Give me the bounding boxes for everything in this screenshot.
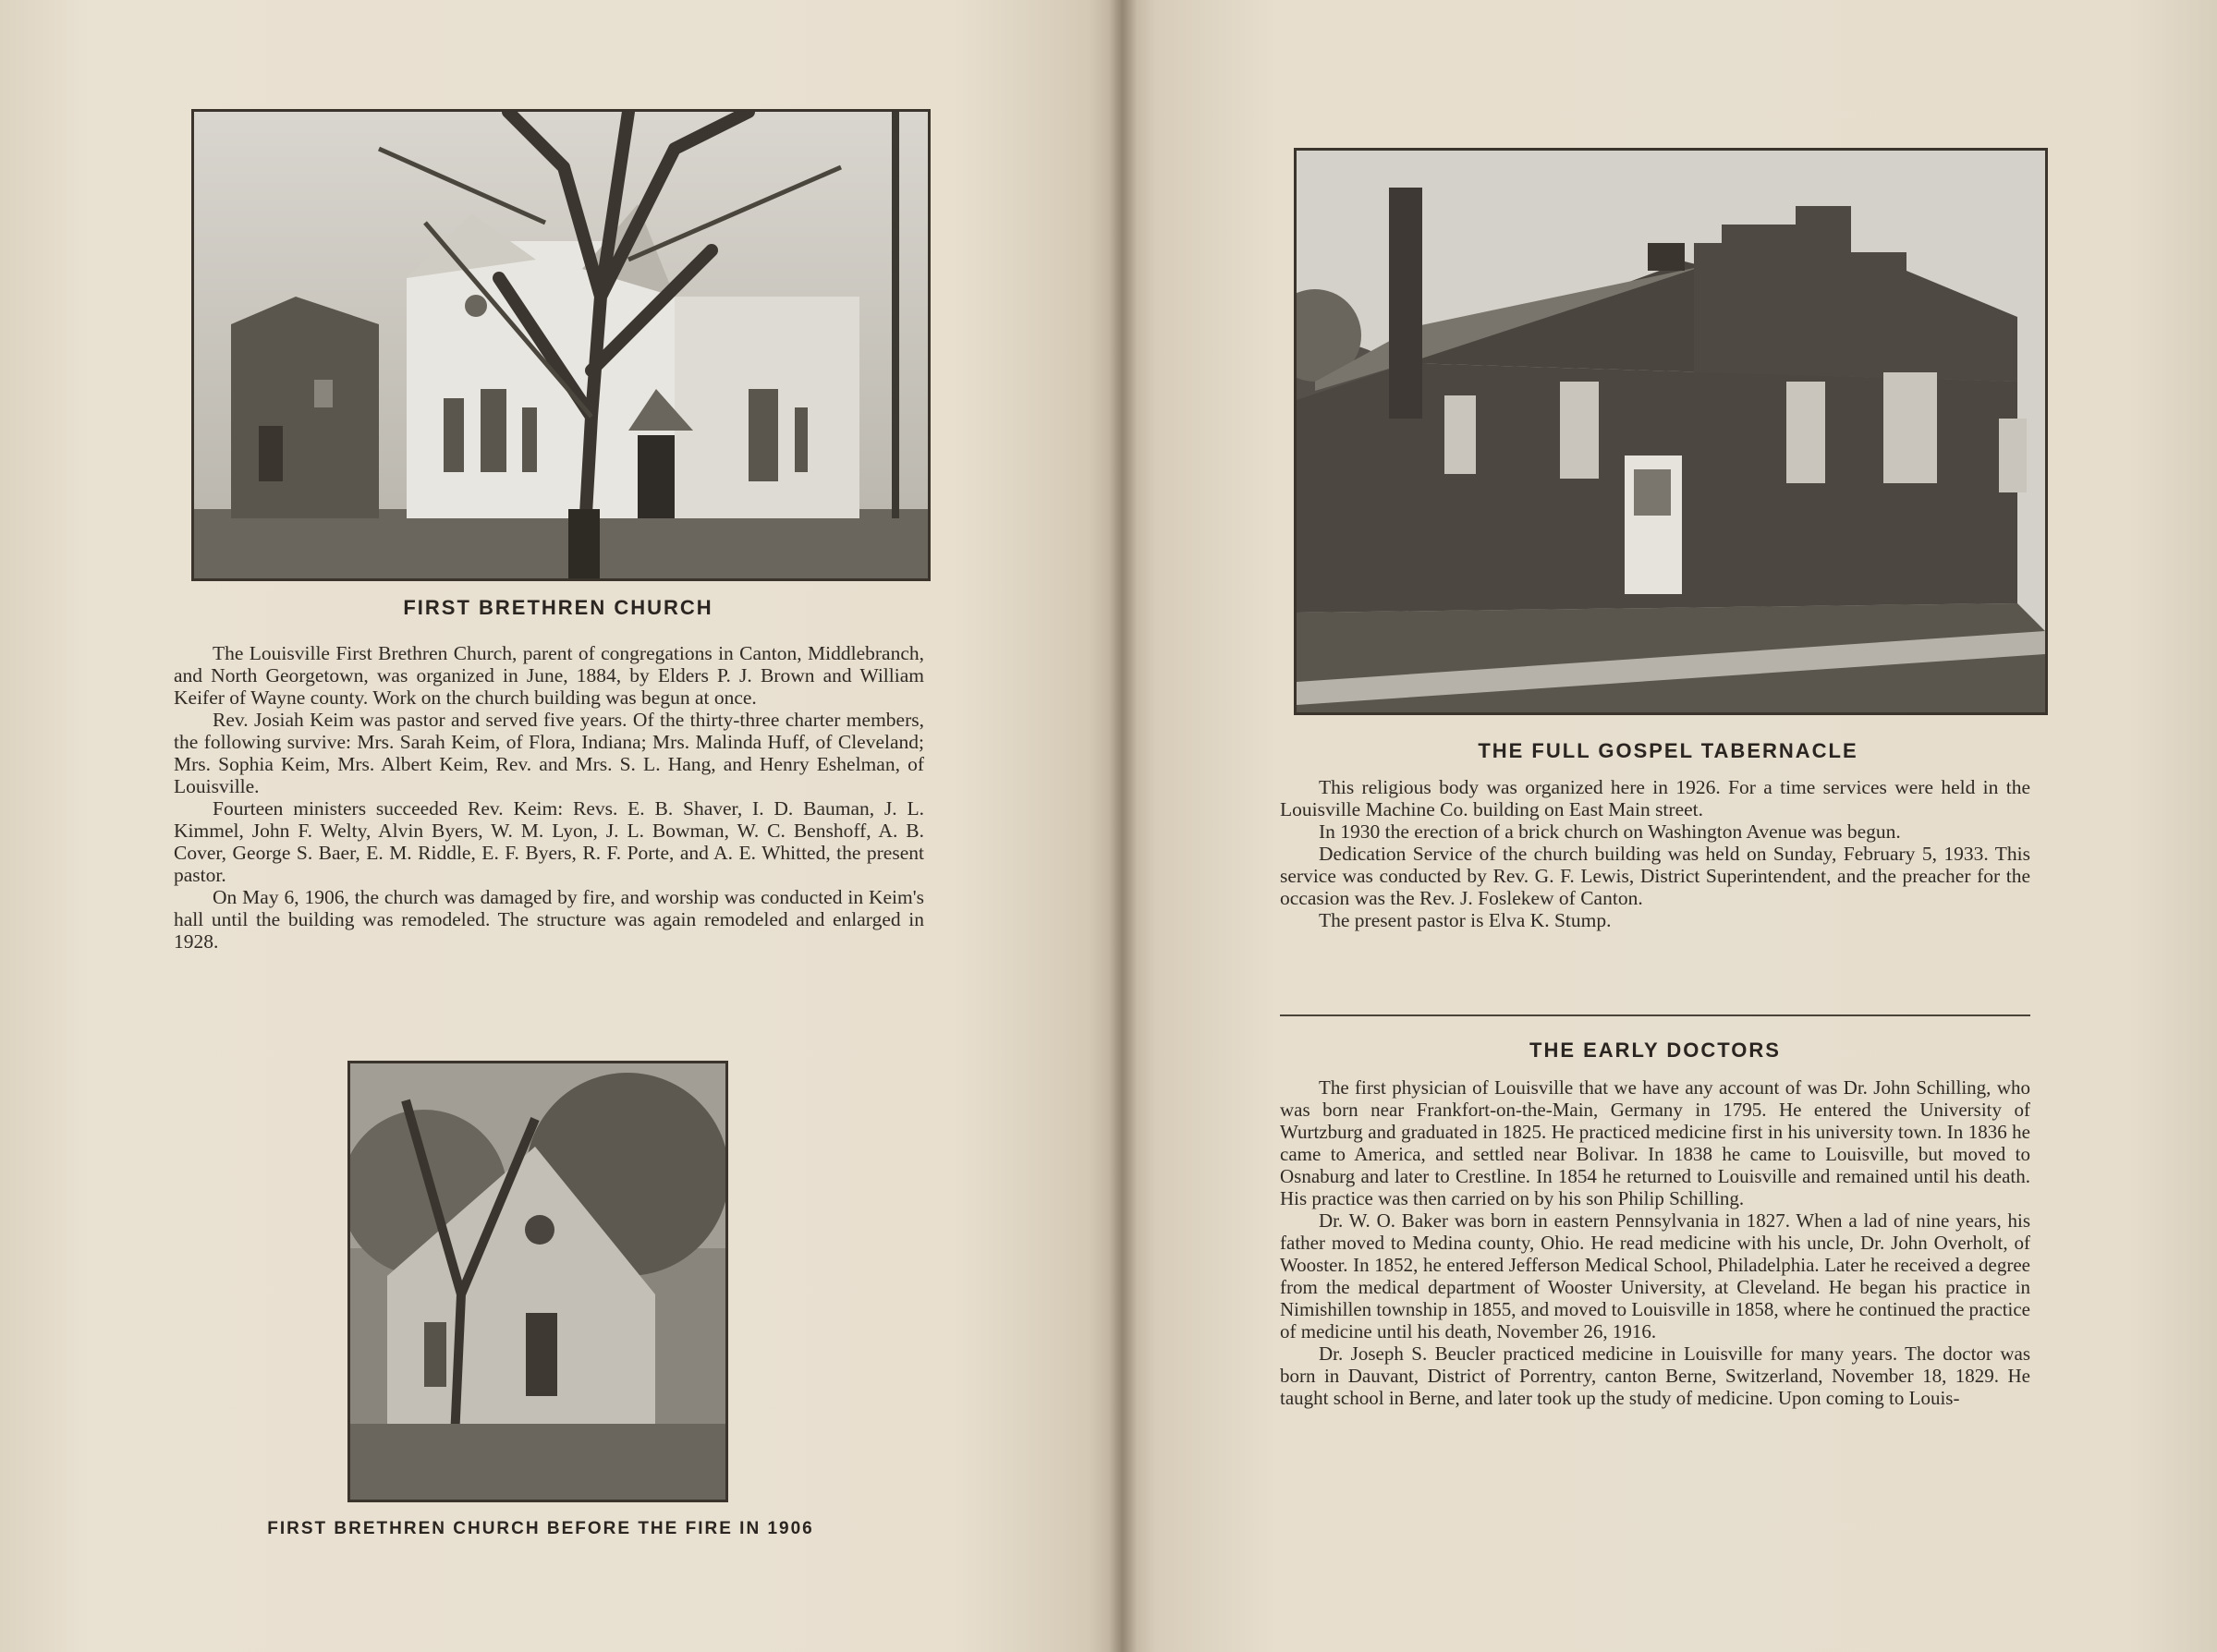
- paragraph: The Louisville First Brethren Church, parent of congregations in Canton, Middlebranch, and North Georgetown, was organized in June, 1884, by Elders P. J. Brown and William Keifer of Wayne county. Work on the church building was begun at once.: [174, 642, 924, 709]
- paragraph: The present pastor is Elva K. Stump.: [1319, 909, 1612, 931]
- section-divider: [1280, 1014, 2030, 1016]
- church-photo-illustration: [194, 112, 928, 578]
- photo-first-brethren-church: [191, 109, 931, 581]
- caption-full-gospel-tabernacle: THE FULL GOSPEL TABERNACLE: [1478, 739, 1858, 762]
- paragraph: On May 6, 1906, the church was damaged by fire, and worship was conducted in Keim's hall until the building was remodeled. The structure was again remodeled and enlarged in 1928.: [174, 886, 924, 953]
- paragraph: The first physician of Louisville that we have any account of was Dr. John Schilling, who was born near Frankfort-on-the-Main, Germany in 1795. He entered the University of Wurtzburg and graduated in 1825. He practiced medicine first in his university town. In 1836 he came to America, and settled near Bolivar. In 1838 he came to Louisville, but moved to Osnaburg and later to Crestline. In 1854 he returned to Louisville and remained until his death. His practice was then carried on by his son Philip Schilling.: [1280, 1076, 2030, 1209]
- right-page: [1123, 0, 2217, 1652]
- photo-full-gospel-tabernacle: [1294, 148, 2048, 715]
- caption-first-brethren-church: FIRST BRETHREN CHURCH: [403, 596, 713, 619]
- tabernacle-text: [1280, 776, 2030, 931]
- paragraph: This religious body was organized here in 1926. For a time services were held in the Louisville Machine Co. building on East Main street.: [1280, 776, 2030, 820]
- paragraph: Rev. Josiah Keim was pastor and served five years. Of the thirty-three charter members, the following survive: Mrs. Sarah Keim, of Flora, Indiana; Mrs. Malinda Huff, of Cleveland; Mrs. Sophia Keim, Mrs. Albert Keim, Rev. and Mrs. S. L. Hang, and Henry Eshelman, of Louisville.: [174, 709, 924, 797]
- caption-early-doctors: THE EARLY DOCTORS: [1529, 1039, 1781, 1062]
- tabernacle-photo-illustration: [1297, 151, 2045, 712]
- old-church-photo-illustration: [350, 1063, 725, 1500]
- book-gutter: [1109, 0, 1137, 1652]
- caption-church-before-fire: FIRST BRETHREN CHURCH BEFORE THE FIRE IN 1906: [267, 1519, 814, 1538]
- first-brethren-church-text: [174, 642, 924, 953]
- paragraph: Fourteen ministers succeeded Rev. Keim: Revs. E. B. Shaver, I. D. Bauman, J. L. Kimmel, John F. Welty, Alvin Byers, W. M. Lyon, J. L. Bowman, W. C. Benshoff, A. B. Cover, George S. Baer, E. M. Riddle, E. F. Byers, R. F. Porte, and A. E. Whitted, the present pastor.: [174, 797, 924, 886]
- paragraph: Dr. W. O. Baker was born in eastern Pennsylvania in 1827. When a lad of nine years, his father moved to Medina county, Ohio. He read medicine with his uncle, Dr. John Overholt, of Wooster. In 1852, he entered Jefferson Medical School, Philadelphia. Later he received a degree from the medical department of Wooster University, at Cleveland. He began his practice in Nimishillen township in 1855, and moved to Louisville in 1858, where he continued the practice of medicine until his death, November 26, 1916.: [1280, 1209, 2030, 1342]
- photo-church-before-fire: [347, 1061, 728, 1502]
- paragraph: Dedication Service of the church building was held on Sunday, February 5, 1933. This service was conducted by Rev. G. F. Lewis, District Superintendent, and the preacher for the occasion was the Rev. J. Foslekew of Canton.: [1280, 843, 2030, 909]
- paragraph: In 1930 the erection of a brick church on Washington Avenue was begun.: [1319, 820, 1901, 843]
- paragraph: Dr. Joseph S. Beucler practiced medicine in Louisville for many years. The doctor was born in Dauvant, District of Porrentry, canton Berne, Switzerland, November 18, 1829. He taught school in Berne, and later took up the study of medicine. Upon coming to Louis-: [1280, 1342, 2030, 1409]
- early-doctors-text: [1280, 1076, 2030, 1409]
